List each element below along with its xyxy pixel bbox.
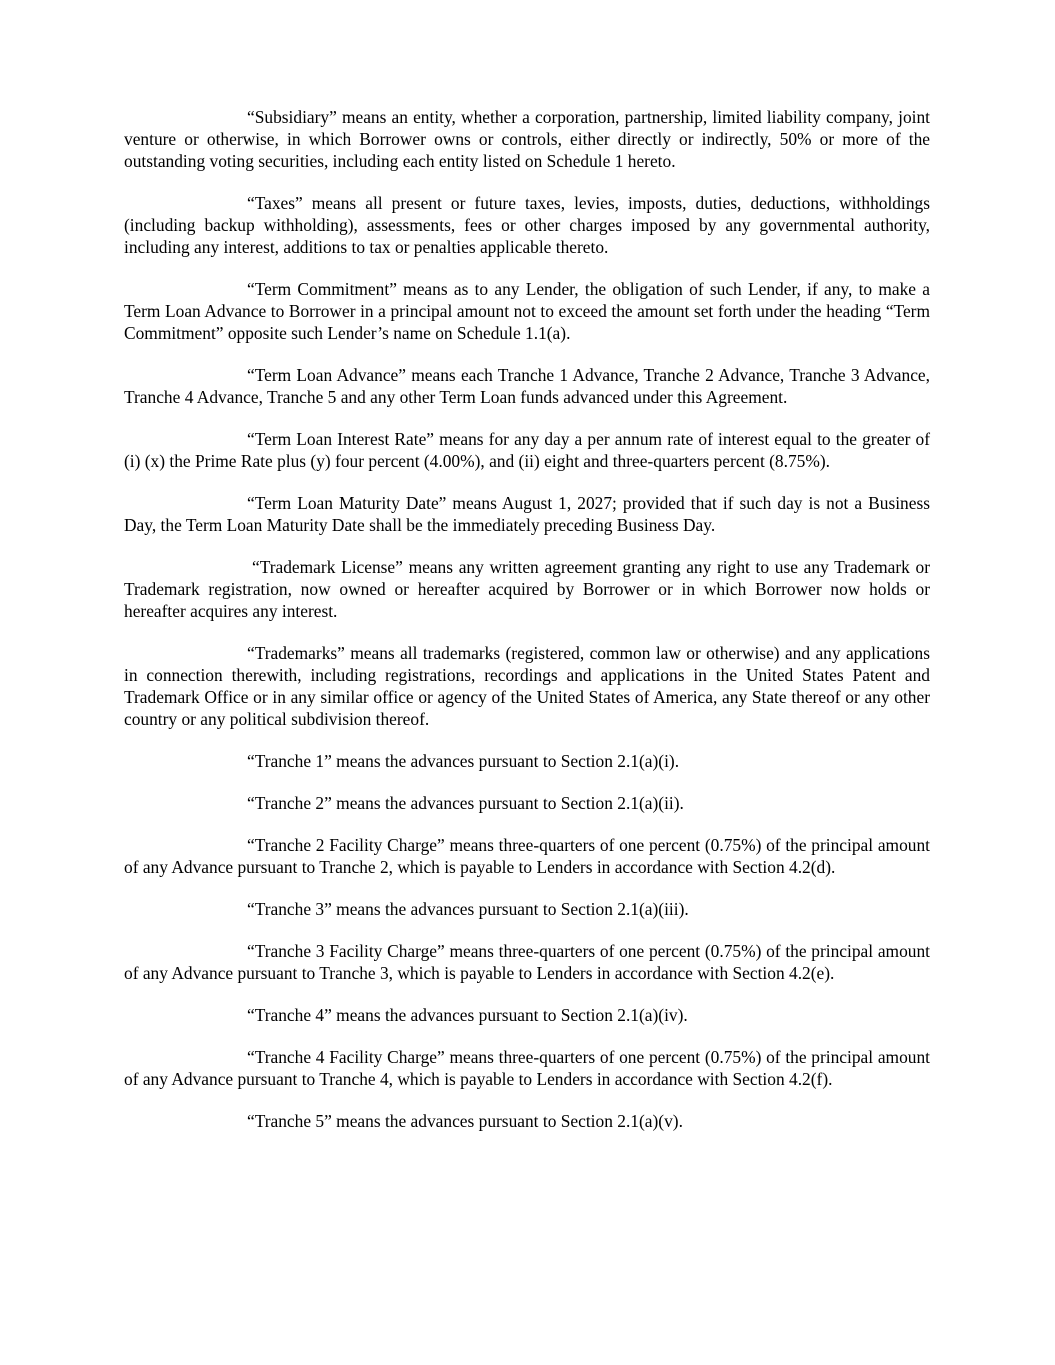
definition-subsidiary: “Subsidiary” means an entity, whether a corporation, partnership, limited liability company, joint venture or otherwise, in which Borrower owns or controls, either directly or indirectly, 50% or more of the outstanding voting securities, including each entity listed on Schedule 1 hereto. — [124, 107, 930, 171]
definition-term-loan-interest-rate: “Term Loan Interest Rate” means for any day a per annum rate of interest equal to the greater of (i) (x) the Prime Rate plus (y) four percent (4.00%), and (ii) eight and three-quarters percent (8.75%). — [124, 429, 930, 471]
definition-term-loan-maturity-date: “Term Loan Maturity Date” means August 1, 2027; provided that if such day is not a Business Day, the Term Loan Maturity Date shall be the immediately preceding Business Day. — [124, 493, 930, 535]
definition-tranche-3-facility-charge: “Tranche 3 Facility Charge” means three-quarters of one percent (0.75%) of the principal amount of any Advance pursuant to Tranche 3, which is payable to Lenders in accordance with Section 4.2(e). — [124, 941, 930, 983]
definition-tranche-4: “Tranche 4” means the advances pursuant to Section 2.1(a)(iv). — [247, 1005, 688, 1025]
definition-term-commitment: “Term Commitment” means as to any Lender, the obligation of such Lender, if any, to make a Term Loan Advance to Borrower in a principal amount not to exceed the amount set forth under the heading “Term Commitment” opposite such Lender’s name on Schedule 1.1(a). — [124, 279, 930, 343]
definition-taxes: “Taxes” means all present or future taxes, levies, imposts, duties, deductions, withholdings (including backup withholding), assessments, fees or other charges imposed by any governmental authority, including any interest, additions to tax or penalties applicable thereto. — [124, 193, 930, 257]
definition-tranche-5: “Tranche 5” means the advances pursuant to Section 2.1(a)(v). — [247, 1111, 683, 1131]
definition-trademark-license: “Trademark License” means any written agreement granting any right to use any Trademark or Trademark registration, now owned or hereafter acquired by Borrower or in which Borrower now holds or hereafter acquires any interest. — [124, 557, 930, 621]
definition-tranche-2-facility-charge: “Tranche 2 Facility Charge” means three-quarters of one percent (0.75%) of the principal amount of any Advance pursuant to Tranche 2, which is payable to Lenders in accordance with Section 4.2(d). — [124, 835, 930, 877]
definition-tranche-1: “Tranche 1” means the advances pursuant to Section 2.1(a)(i). — [247, 751, 680, 771]
definition-tranche-2: “Tranche 2” means the advances pursuant to Section 2.1(a)(ii). — [247, 793, 684, 813]
document-page — [124, 106, 930, 1152]
definition-tranche-3: “Tranche 3” means the advances pursuant to Section 2.1(a)(iii). — [247, 899, 689, 919]
definition-tranche-4-facility-charge: “Tranche 4 Facility Charge” means three-quarters of one percent (0.75%) of the principal amount of any Advance pursuant to Tranche 4, which is payable to Lenders in accordance with Section 4.2(f). — [124, 1047, 930, 1089]
definition-term-loan-advance: “Term Loan Advance” means each Tranche 1 Advance, Tranche 2 Advance, Tranche 3 Advance, Tranche 4 Advance, Tranche 5 and any other Term Loan funds advanced under this Agreement. — [124, 365, 930, 407]
definition-trademarks: “Trademarks” means all trademarks (registered, common law or otherwise) and any applications in connection therewith, including registrations, recordings and applications in the United States Patent and Trademark Office or in any similar office or agency of the United States of America, any State thereof or any other country or any political subdivision thereof. — [124, 643, 930, 729]
